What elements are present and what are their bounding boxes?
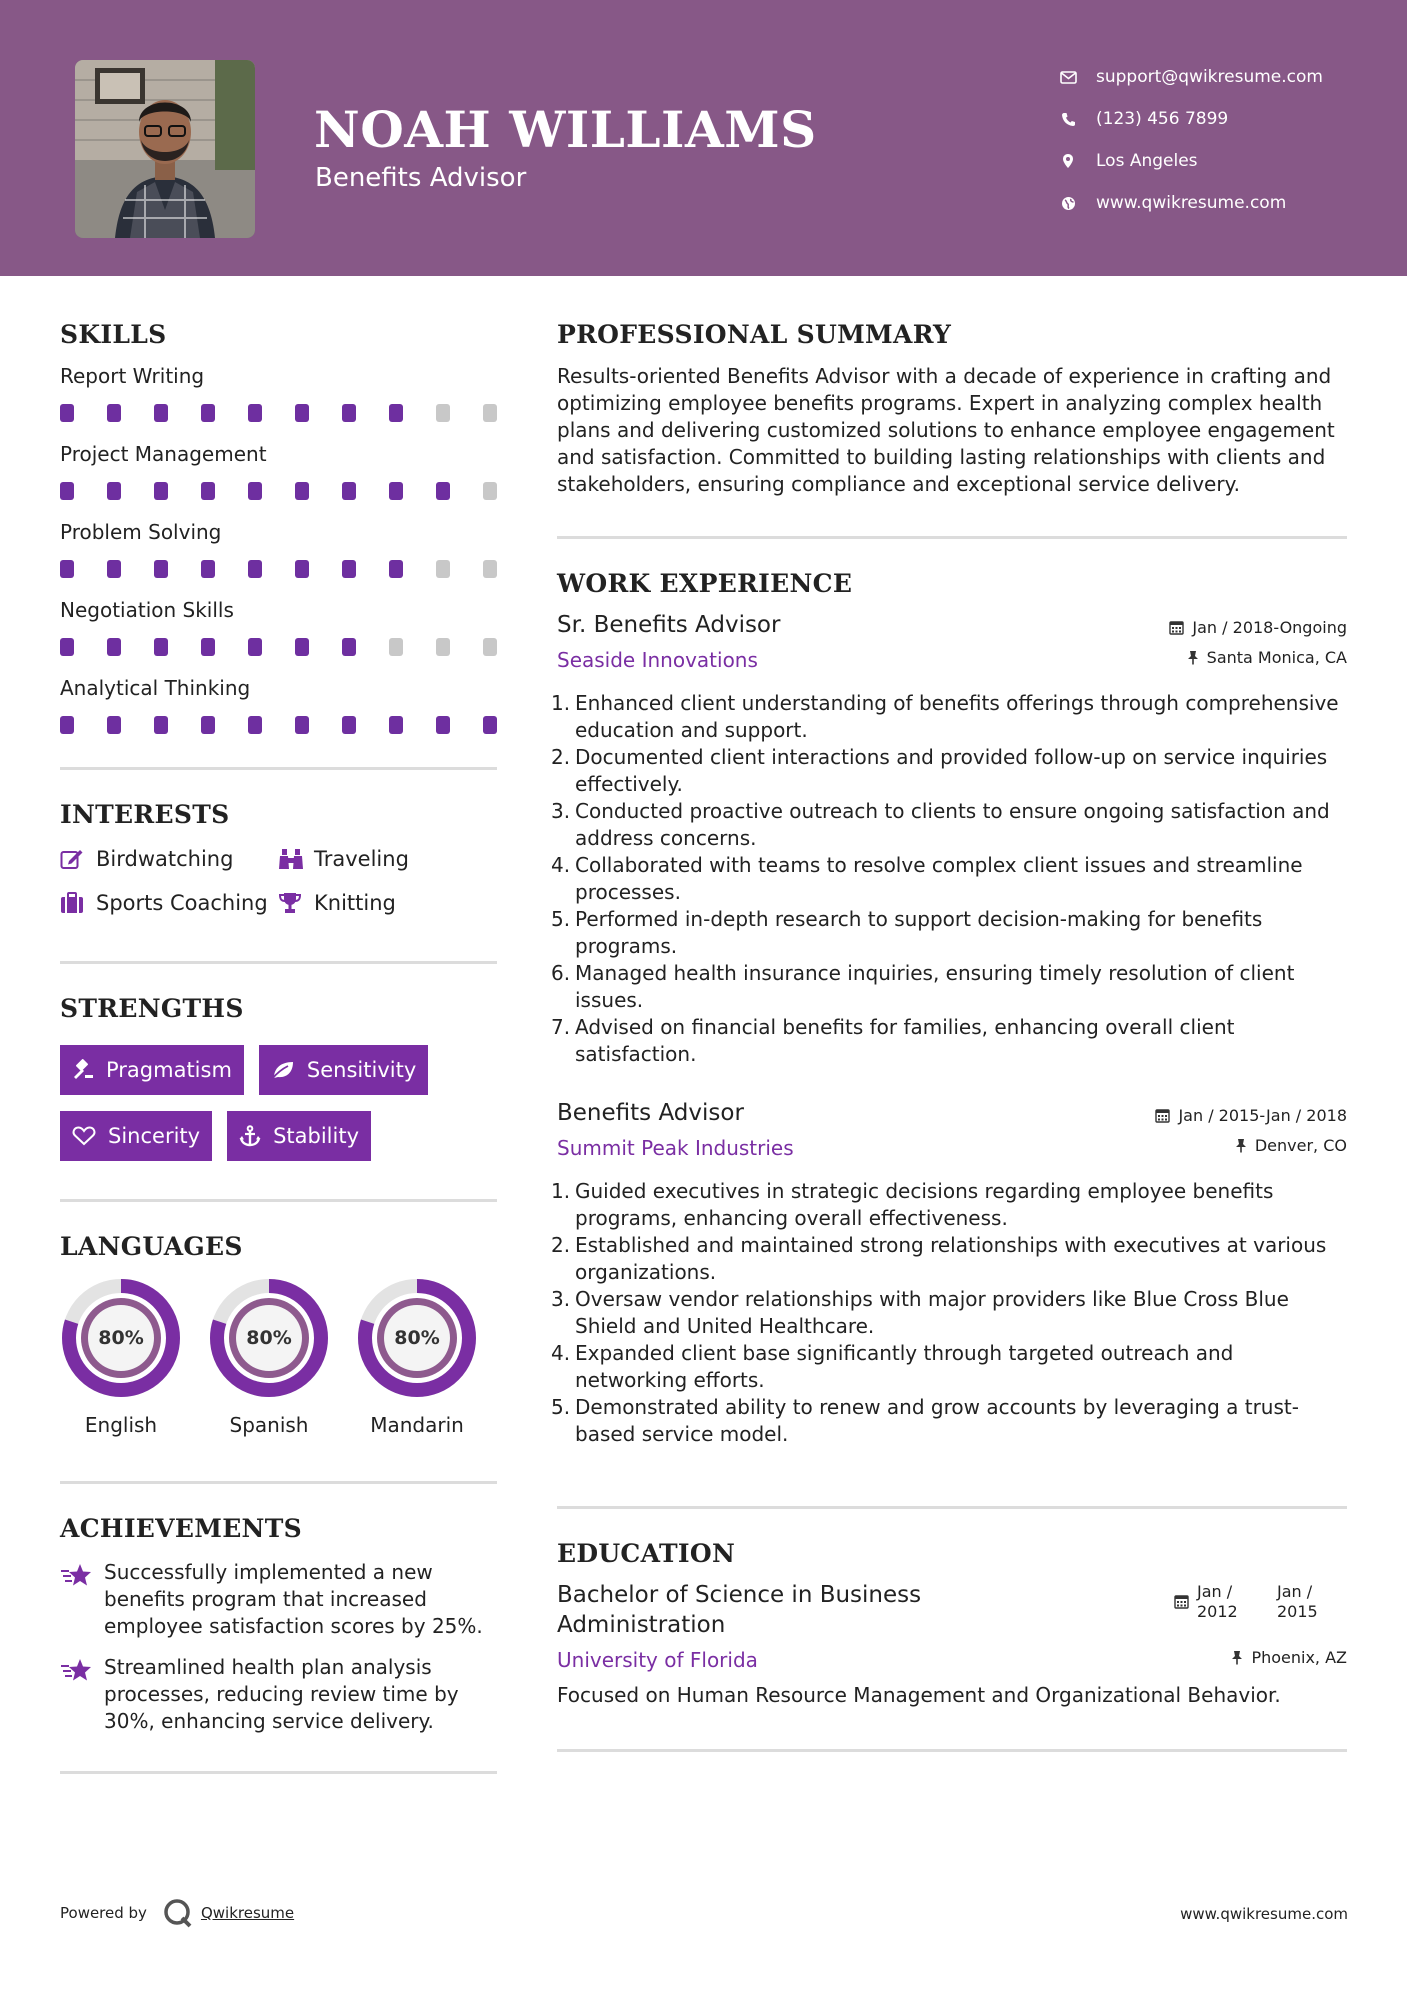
skill-dot — [107, 404, 121, 422]
skill-dot — [154, 716, 168, 734]
footer-url[interactable]: www.qwikresume.com — [1180, 1905, 1348, 1923]
job-location-text: Denver, CO — [1254, 1136, 1347, 1155]
job-date — [1155, 1106, 1347, 1125]
interest-item — [60, 845, 278, 873]
skill-dot — [389, 638, 403, 656]
trophy-icon — [278, 892, 314, 914]
skill-dot — [60, 638, 74, 656]
skill-name: Analytical Thinking — [60, 676, 251, 700]
skill-rating — [60, 471, 497, 511]
interests-title: INTERESTS — [60, 800, 230, 829]
calendar-icon — [1174, 1594, 1189, 1609]
skill-dot — [436, 716, 450, 734]
language-name: English — [84, 1413, 158, 1437]
powered-by-text: Powered by — [60, 1904, 147, 1922]
skill-name: Negotiation Skills — [60, 598, 234, 622]
language-name: Spanish — [229, 1413, 309, 1437]
job-date — [1169, 618, 1347, 637]
strength-label: Sincerity — [108, 1124, 201, 1148]
leaf-icon — [271, 1060, 295, 1080]
job-entry — [551, 612, 1347, 1068]
skill-dot — [201, 638, 215, 656]
education-location — [1231, 1648, 1347, 1667]
language-percent: 80% — [246, 1327, 292, 1349]
section-divider — [557, 536, 1347, 539]
binoculars-icon — [278, 848, 314, 870]
skill-dot — [60, 560, 74, 578]
skill-dot — [107, 716, 121, 734]
contact-phone-text: (123) 456 7899 — [1096, 109, 1229, 129]
skill-dot — [248, 404, 262, 422]
skill-dot — [389, 560, 403, 578]
interests-list — [60, 845, 497, 917]
job-location-text: Santa Monica, CA — [1206, 648, 1347, 667]
skill-dot — [295, 482, 309, 500]
strength-tag — [259, 1045, 428, 1095]
contact-website-text: www.qwikresume.com — [1096, 193, 1287, 213]
skills-title: SKILLS — [60, 320, 167, 349]
summary-title: PROFESSIONAL SUMMARY — [557, 320, 952, 349]
pushpin-icon — [1187, 650, 1199, 665]
skill-dot — [248, 560, 262, 578]
language-ring — [356, 1277, 478, 1399]
section-divider — [60, 767, 497, 770]
education-start: Jan / 2012 — [1197, 1582, 1238, 1621]
envelope-icon — [1050, 71, 1086, 84]
skill-dot — [389, 404, 403, 422]
achievement-text: Successfully implemented a new benefits program that increased employee satisfaction scores by 25%. — [104, 1560, 483, 1638]
school-name: University of Florida — [557, 1648, 758, 1672]
job-bullet: 2. Documented client interactions and provided follow-up on service inquiries effectively. — [551, 745, 1328, 796]
skill-dot — [436, 560, 450, 578]
skill-dot — [154, 638, 168, 656]
job-title: Sr. Benefits Advisor — [557, 612, 781, 638]
skill-name: Project Management — [60, 442, 267, 466]
strength-tag — [60, 1111, 212, 1161]
phone-icon — [1050, 112, 1086, 127]
job-title: Benefits Advisor — [557, 1100, 744, 1126]
skill-dot — [60, 404, 74, 422]
heart-icon — [72, 1126, 96, 1146]
skill-dot — [342, 482, 356, 500]
job-bullet: 7. Advised on financial benefits for families, enhancing overall client satisfaction. — [551, 1015, 1235, 1066]
contact-email[interactable] — [1050, 56, 1390, 98]
job-bullet: 5. Demonstrated ability to renew and grow accounts by leveraging a trust-based service model. — [551, 1395, 1299, 1446]
job-bullet: 3. Conducted proactive outreach to clients to ensure ongoing satisfaction and address concerns. — [551, 799, 1330, 850]
skill-dot — [483, 716, 497, 734]
skill-dot — [107, 638, 121, 656]
languages-title: LANGUAGES — [60, 1232, 243, 1261]
profile-photo — [75, 60, 255, 238]
strengths-title: STRENGTHS — [60, 994, 244, 1023]
section-divider — [60, 1771, 497, 1774]
language-item — [208, 1277, 330, 1437]
strength-tag — [60, 1045, 244, 1095]
candidate-role: Benefits Advisor — [315, 163, 527, 193]
job-date-text: Jan / 2018-Ongoing — [1192, 618, 1347, 637]
qwikresume-logo-icon — [163, 1898, 193, 1928]
job-location — [1187, 648, 1347, 667]
education-location-text: Phoenix, AZ — [1251, 1648, 1347, 1667]
skill-dot — [436, 638, 450, 656]
strength-label: Sensitivity — [306, 1058, 417, 1082]
education-title: EDUCATION — [557, 1539, 736, 1568]
strength-label: Stability — [273, 1124, 360, 1148]
skill-dot — [201, 716, 215, 734]
footer-powered-by — [60, 1898, 294, 1928]
skill-dot — [483, 560, 497, 578]
skill-dot — [483, 404, 497, 422]
skill-rating — [60, 549, 497, 589]
experience-title: WORK EXPERIENCE — [557, 569, 853, 598]
skill-dot — [436, 404, 450, 422]
achievements-title: ACHIEVEMENTS — [60, 1514, 302, 1543]
qwikresume-link[interactable]: Qwikresume — [200, 1904, 295, 1922]
education-end: Jan / 2015 — [1277, 1582, 1318, 1621]
right-column — [551, 320, 1347, 1752]
job-date-text: Jan / 2015-Jan / 2018 — [1178, 1106, 1347, 1125]
skill-dot — [389, 716, 403, 734]
skill-dot — [342, 638, 356, 656]
section-divider — [557, 1506, 1347, 1509]
job-bullets — [551, 690, 1347, 1068]
skill-dot — [295, 560, 309, 578]
left-column — [60, 320, 497, 1774]
job-entry — [551, 1100, 1347, 1448]
skill-dot — [60, 716, 74, 734]
job-bullet: 6. Managed health insurance inquiries, ensuring timely resolution of client issues. — [551, 961, 1295, 1012]
interest-label: Traveling — [314, 847, 409, 871]
interest-item — [278, 845, 478, 873]
skill-dot — [295, 716, 309, 734]
anchor-icon — [239, 1125, 261, 1147]
gavel-icon — [72, 1059, 94, 1081]
skill-dot — [483, 638, 497, 656]
skill-dot — [201, 404, 215, 422]
skill-name: Problem Solving — [60, 520, 222, 544]
language-ring — [208, 1277, 330, 1399]
achievement-item — [60, 1654, 497, 1735]
skill-dot — [201, 560, 215, 578]
job-bullet: 5. Performed in-depth research to support decision-making for benefits programs. — [551, 907, 1263, 958]
skill-dot — [248, 482, 262, 500]
interest-label: Sports Coaching — [96, 891, 268, 915]
star-icon — [60, 1559, 104, 1640]
achievement-text: Streamlined health plan analysis processes, reducing review time by 30%, enhancing service delivery. — [104, 1655, 459, 1733]
skill-dot — [295, 404, 309, 422]
skill-dot — [436, 482, 450, 500]
contact-location-text: Los Angeles — [1096, 151, 1198, 171]
skill-dot — [154, 482, 168, 500]
language-name: Mandarin — [370, 1413, 464, 1437]
degree-name: Bachelor of Science in Business Administration — [557, 1582, 922, 1638]
interest-label: Birdwatching — [96, 847, 234, 871]
calendar-icon — [1155, 1108, 1170, 1123]
section-divider — [557, 1749, 1347, 1752]
star-icon — [60, 1654, 104, 1735]
strength-tag — [227, 1111, 371, 1161]
skill-name: Report Writing — [60, 364, 205, 388]
skill-dot — [154, 560, 168, 578]
skill-dot — [342, 560, 356, 578]
pushpin-icon — [1235, 1138, 1247, 1153]
pushpin-icon — [1231, 1650, 1243, 1665]
skill-dot — [389, 482, 403, 500]
education-dates — [1174, 1582, 1347, 1622]
skill-dot — [248, 638, 262, 656]
section-divider — [60, 1199, 497, 1202]
contact-email-text: support@qwikresume.com — [1096, 67, 1323, 87]
section-divider — [60, 961, 497, 964]
skill-dot — [342, 716, 356, 734]
contact-phone[interactable] — [1050, 98, 1390, 140]
skill-dot — [483, 482, 497, 500]
summary-text: Results-oriented Benefits Advisor with a decade of experience in crafting and optimizing employee benefits programs. Expert in analyzing complex health plans and delivering customized solutions to enhance employee engagement and satisfaction. Committed to building lasting relationships with clients and stakeholders, ensuring compliance and exceptional service delivery. — [557, 364, 1335, 496]
interest-item — [60, 889, 278, 917]
language-item — [356, 1277, 478, 1437]
company-name: Seaside Innovations — [557, 648, 758, 672]
job-location — [1235, 1136, 1347, 1155]
interest-item — [278, 889, 478, 917]
language-percent: 80% — [98, 1327, 144, 1349]
contact-location — [1050, 140, 1390, 182]
job-bullets — [551, 1178, 1347, 1448]
location-pin-icon — [1050, 153, 1086, 169]
job-bullet: 4. Expanded client base significantly through targeted outreach and networking efforts. — [551, 1341, 1234, 1392]
skill-dot — [107, 482, 121, 500]
resume-header — [0, 0, 1407, 276]
job-bullet: 1. Enhanced client understanding of benefits offerings through comprehensive education and support. — [551, 691, 1339, 742]
strength-label: Pragmatism — [106, 1058, 232, 1082]
job-bullet: 2. Established and maintained strong relationships with executives at various organizations. — [551, 1233, 1327, 1284]
skill-rating — [60, 393, 497, 433]
skills-list — [60, 359, 497, 745]
skill-dot — [201, 482, 215, 500]
education-entry — [557, 1580, 1347, 1709]
skill-rating — [60, 627, 497, 667]
job-bullet: 3. Oversaw vendor relationships with major providers like Blue Cross Blue Shield and United Healthcare. — [551, 1287, 1289, 1338]
skill-dot — [295, 638, 309, 656]
language-percent: 80% — [394, 1327, 440, 1349]
contact-list — [1050, 56, 1390, 224]
language-ring — [60, 1277, 182, 1399]
skill-dot — [60, 482, 74, 500]
skill-dot — [107, 560, 121, 578]
pencil-square-icon — [60, 848, 96, 870]
candidate-name: NOAH WILLIAMS — [314, 100, 817, 159]
skill-rating — [60, 705, 497, 745]
job-bullet: 4. Collaborated with teams to resolve complex client issues and streamline processes. — [551, 853, 1303, 904]
section-divider — [60, 1481, 497, 1484]
calendar-icon — [1169, 620, 1184, 635]
interest-label: Knitting — [314, 891, 396, 915]
education-note: Focused on Human Resource Management and Organizational Behavior. — [557, 1683, 1281, 1707]
skill-dot — [248, 716, 262, 734]
briefcase-icon — [60, 892, 96, 914]
strengths-list — [60, 1045, 497, 1161]
language-item — [60, 1277, 182, 1437]
contact-website[interactable] — [1050, 182, 1390, 224]
languages-list — [60, 1277, 478, 1437]
globe-icon — [1050, 196, 1086, 211]
job-bullet: 1. Guided executives in strategic decisions regarding employee benefits programs, enhancing overall effectiveness. — [551, 1179, 1274, 1230]
achievement-item — [60, 1559, 497, 1640]
company-name: Summit Peak Industries — [557, 1136, 794, 1160]
skill-dot — [154, 404, 168, 422]
skill-dot — [342, 404, 356, 422]
